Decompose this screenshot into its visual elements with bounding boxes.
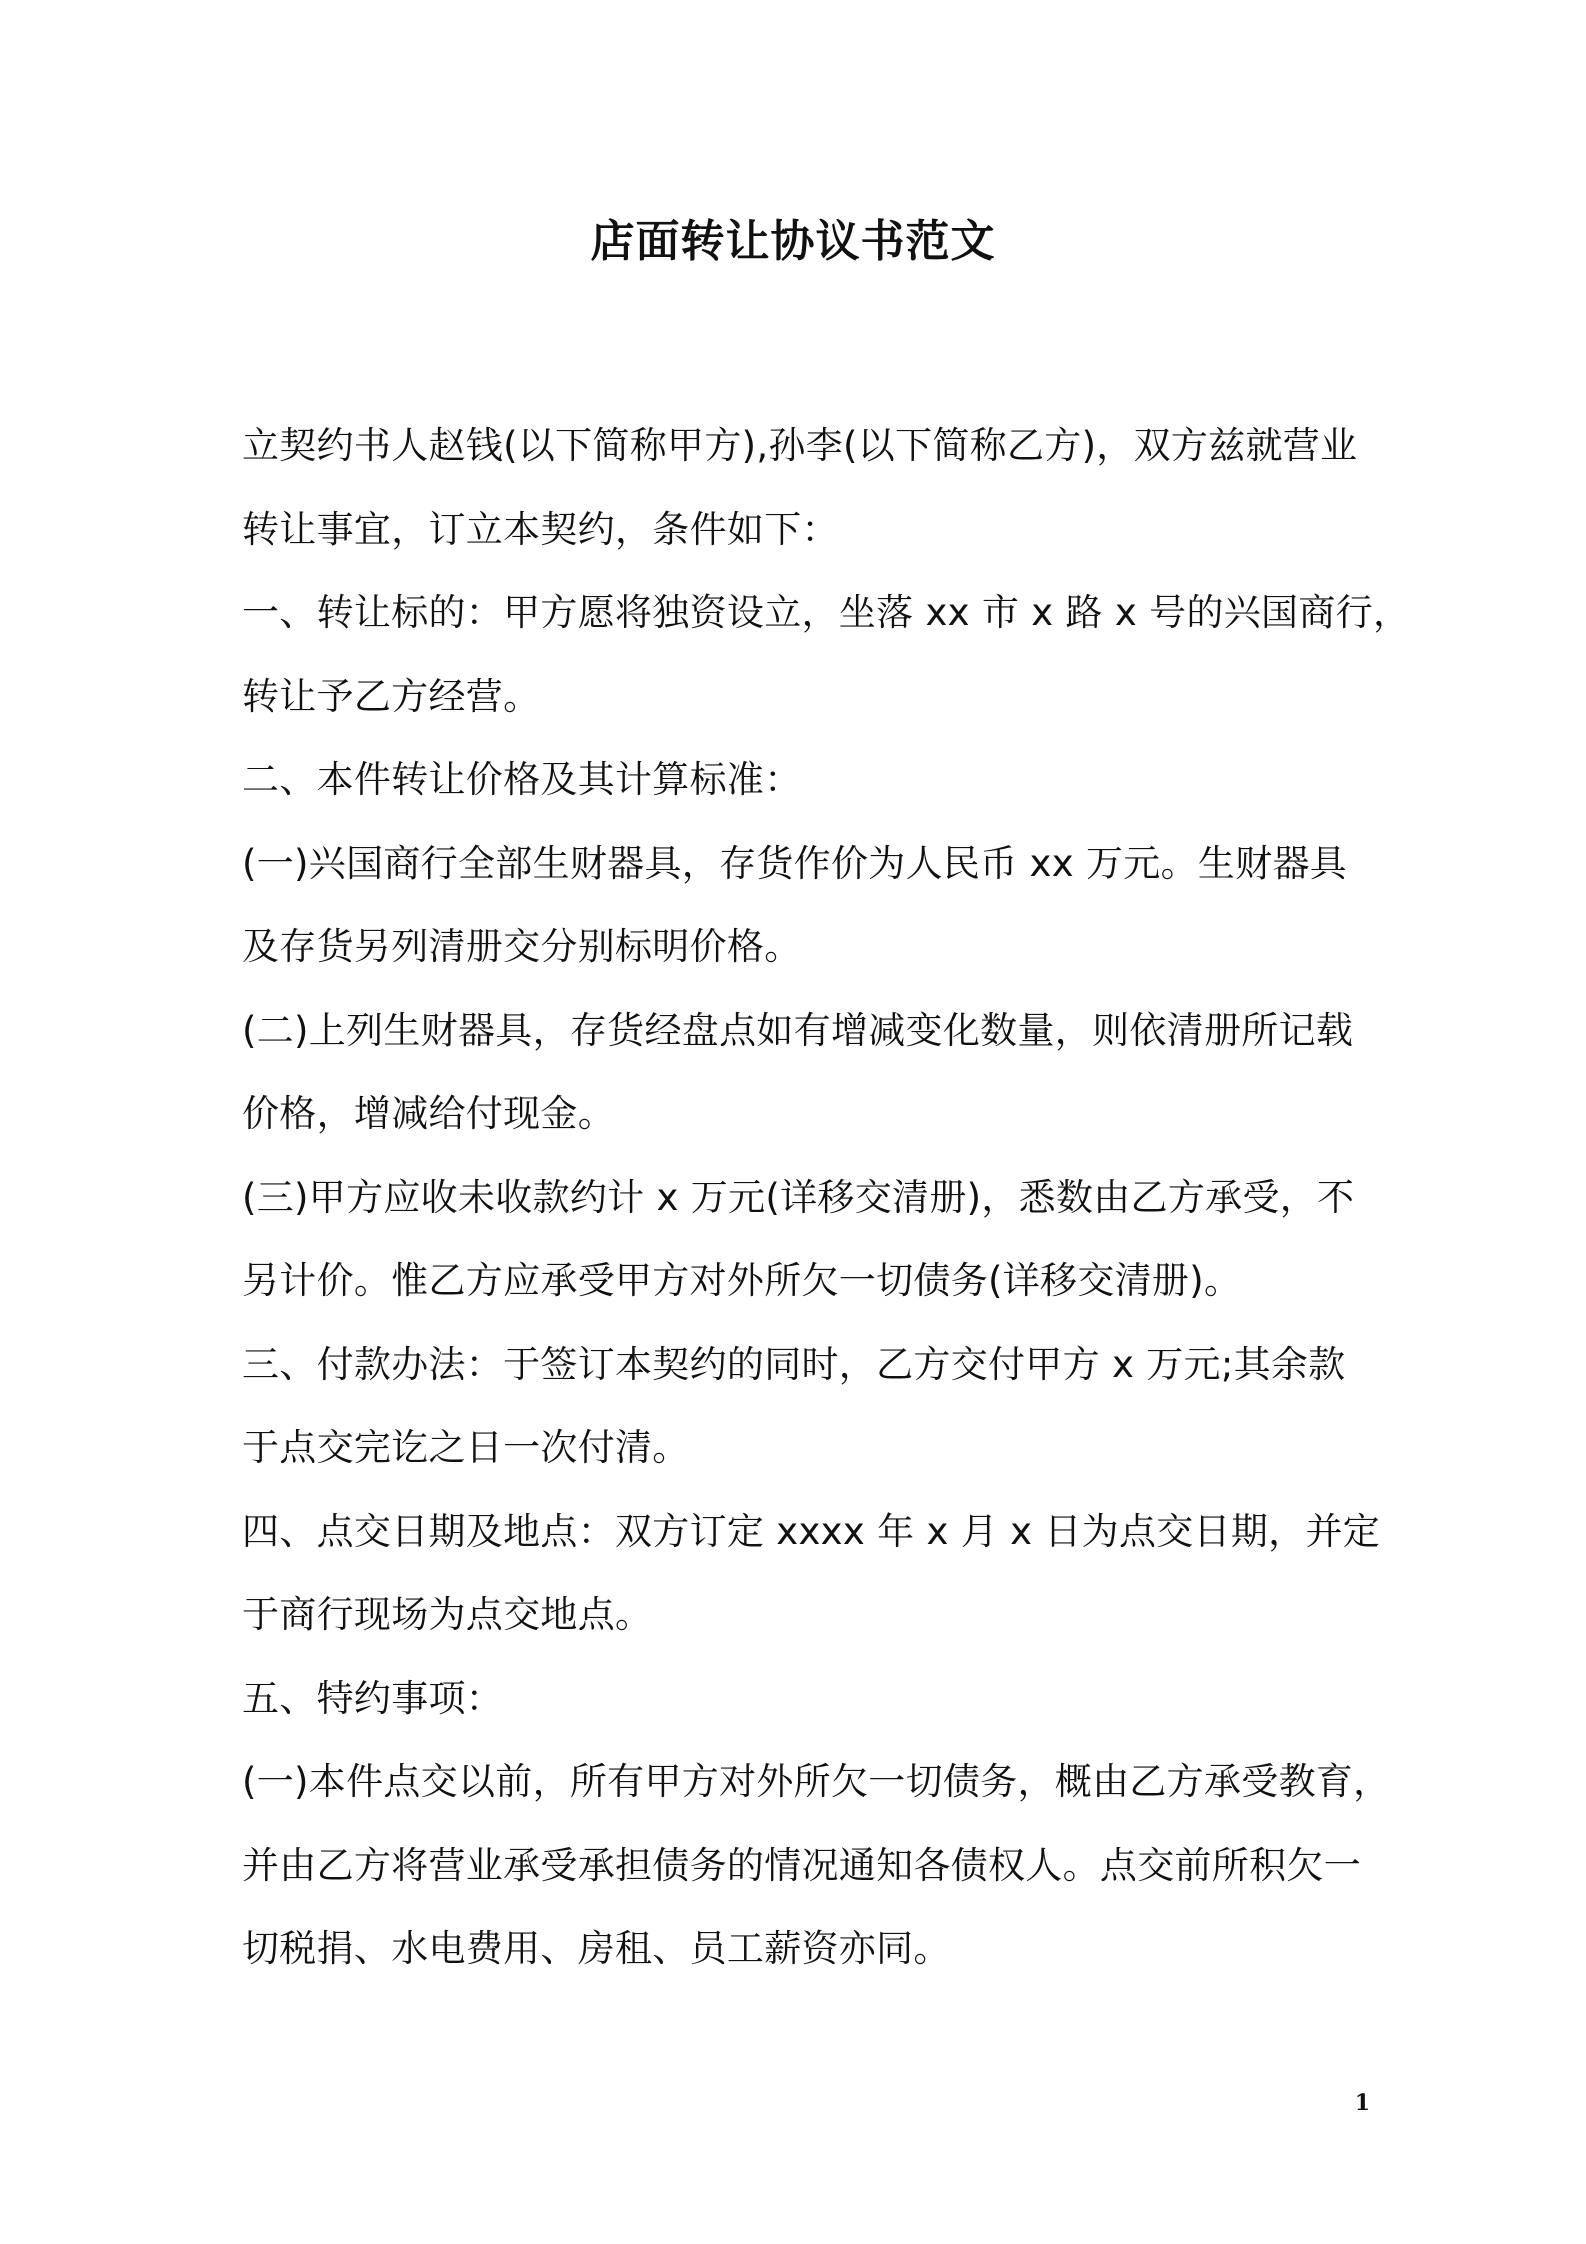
- body-line: 切税捐、水电费用、房租、员工薪资亦同。: [242, 1927, 951, 1970]
- document-title: 店面转让协议书范文: [590, 216, 996, 267]
- body-line: (三)甲方应收未收款约计 x 万元(详移交清册)，悉数由乙方承受，不: [242, 1175, 1355, 1219]
- body-line: 立契约书人赵钱(以下简称甲方),孙李(以下简称乙方)，双方兹就营业: [242, 424, 1358, 467]
- body-line: 及存货另列清册交分别标明价格。: [242, 925, 802, 968]
- body-line: 并由乙方将营业承受承担债务的情况通知各债权人。点交前所积欠一: [242, 1843, 1361, 1887]
- body-line: 转让事宜，订立本契约，条件如下：: [242, 507, 839, 551]
- body-line: (一)本件点交以前，所有甲方对外所欠一切债务，概由乙方承受教育，: [242, 1760, 1391, 1803]
- body-line: 另计价。惟乙方应承受甲方对外所欠一切债务(详移交清册)。: [242, 1259, 1242, 1302]
- body-line: 于点交完讫之日一次付清。: [242, 1426, 690, 1469]
- body-line: 三、付款办法：于签订本契约的同时，乙方交付甲方 x 万元;其余款: [242, 1342, 1346, 1386]
- body-line: 转让予乙方经营。: [242, 674, 541, 718]
- body-line: 一、转让标的：甲方愿将独资设立，坐落 xx 市 x 路 x 号的兴国商行，: [242, 591, 1411, 634]
- body-line: (一)兴国商行全部生财器具，存货作价为人民币 xx 万元。生财器具: [242, 841, 1348, 885]
- body-line: 价格，增减给付现金。: [242, 1092, 615, 1135]
- body-line: 于商行现场为点交地点。: [242, 1593, 653, 1636]
- body-line: 二、本件转让价格及其计算标准：: [242, 758, 802, 801]
- body-line: (二)上列生财器具，存货经盘点如有增减变化数量，则依清册所记载: [242, 1008, 1354, 1052]
- page-number: 1: [1354, 2090, 1370, 2116]
- body-line: 四、点交日期及地点：双方订定 xxxx 年 x 月 x 日为点交日期，并定: [242, 1509, 1381, 1553]
- document-body: [242, 404, 1411, 1991]
- body-line: 五、特约事项：: [242, 1676, 504, 1720]
